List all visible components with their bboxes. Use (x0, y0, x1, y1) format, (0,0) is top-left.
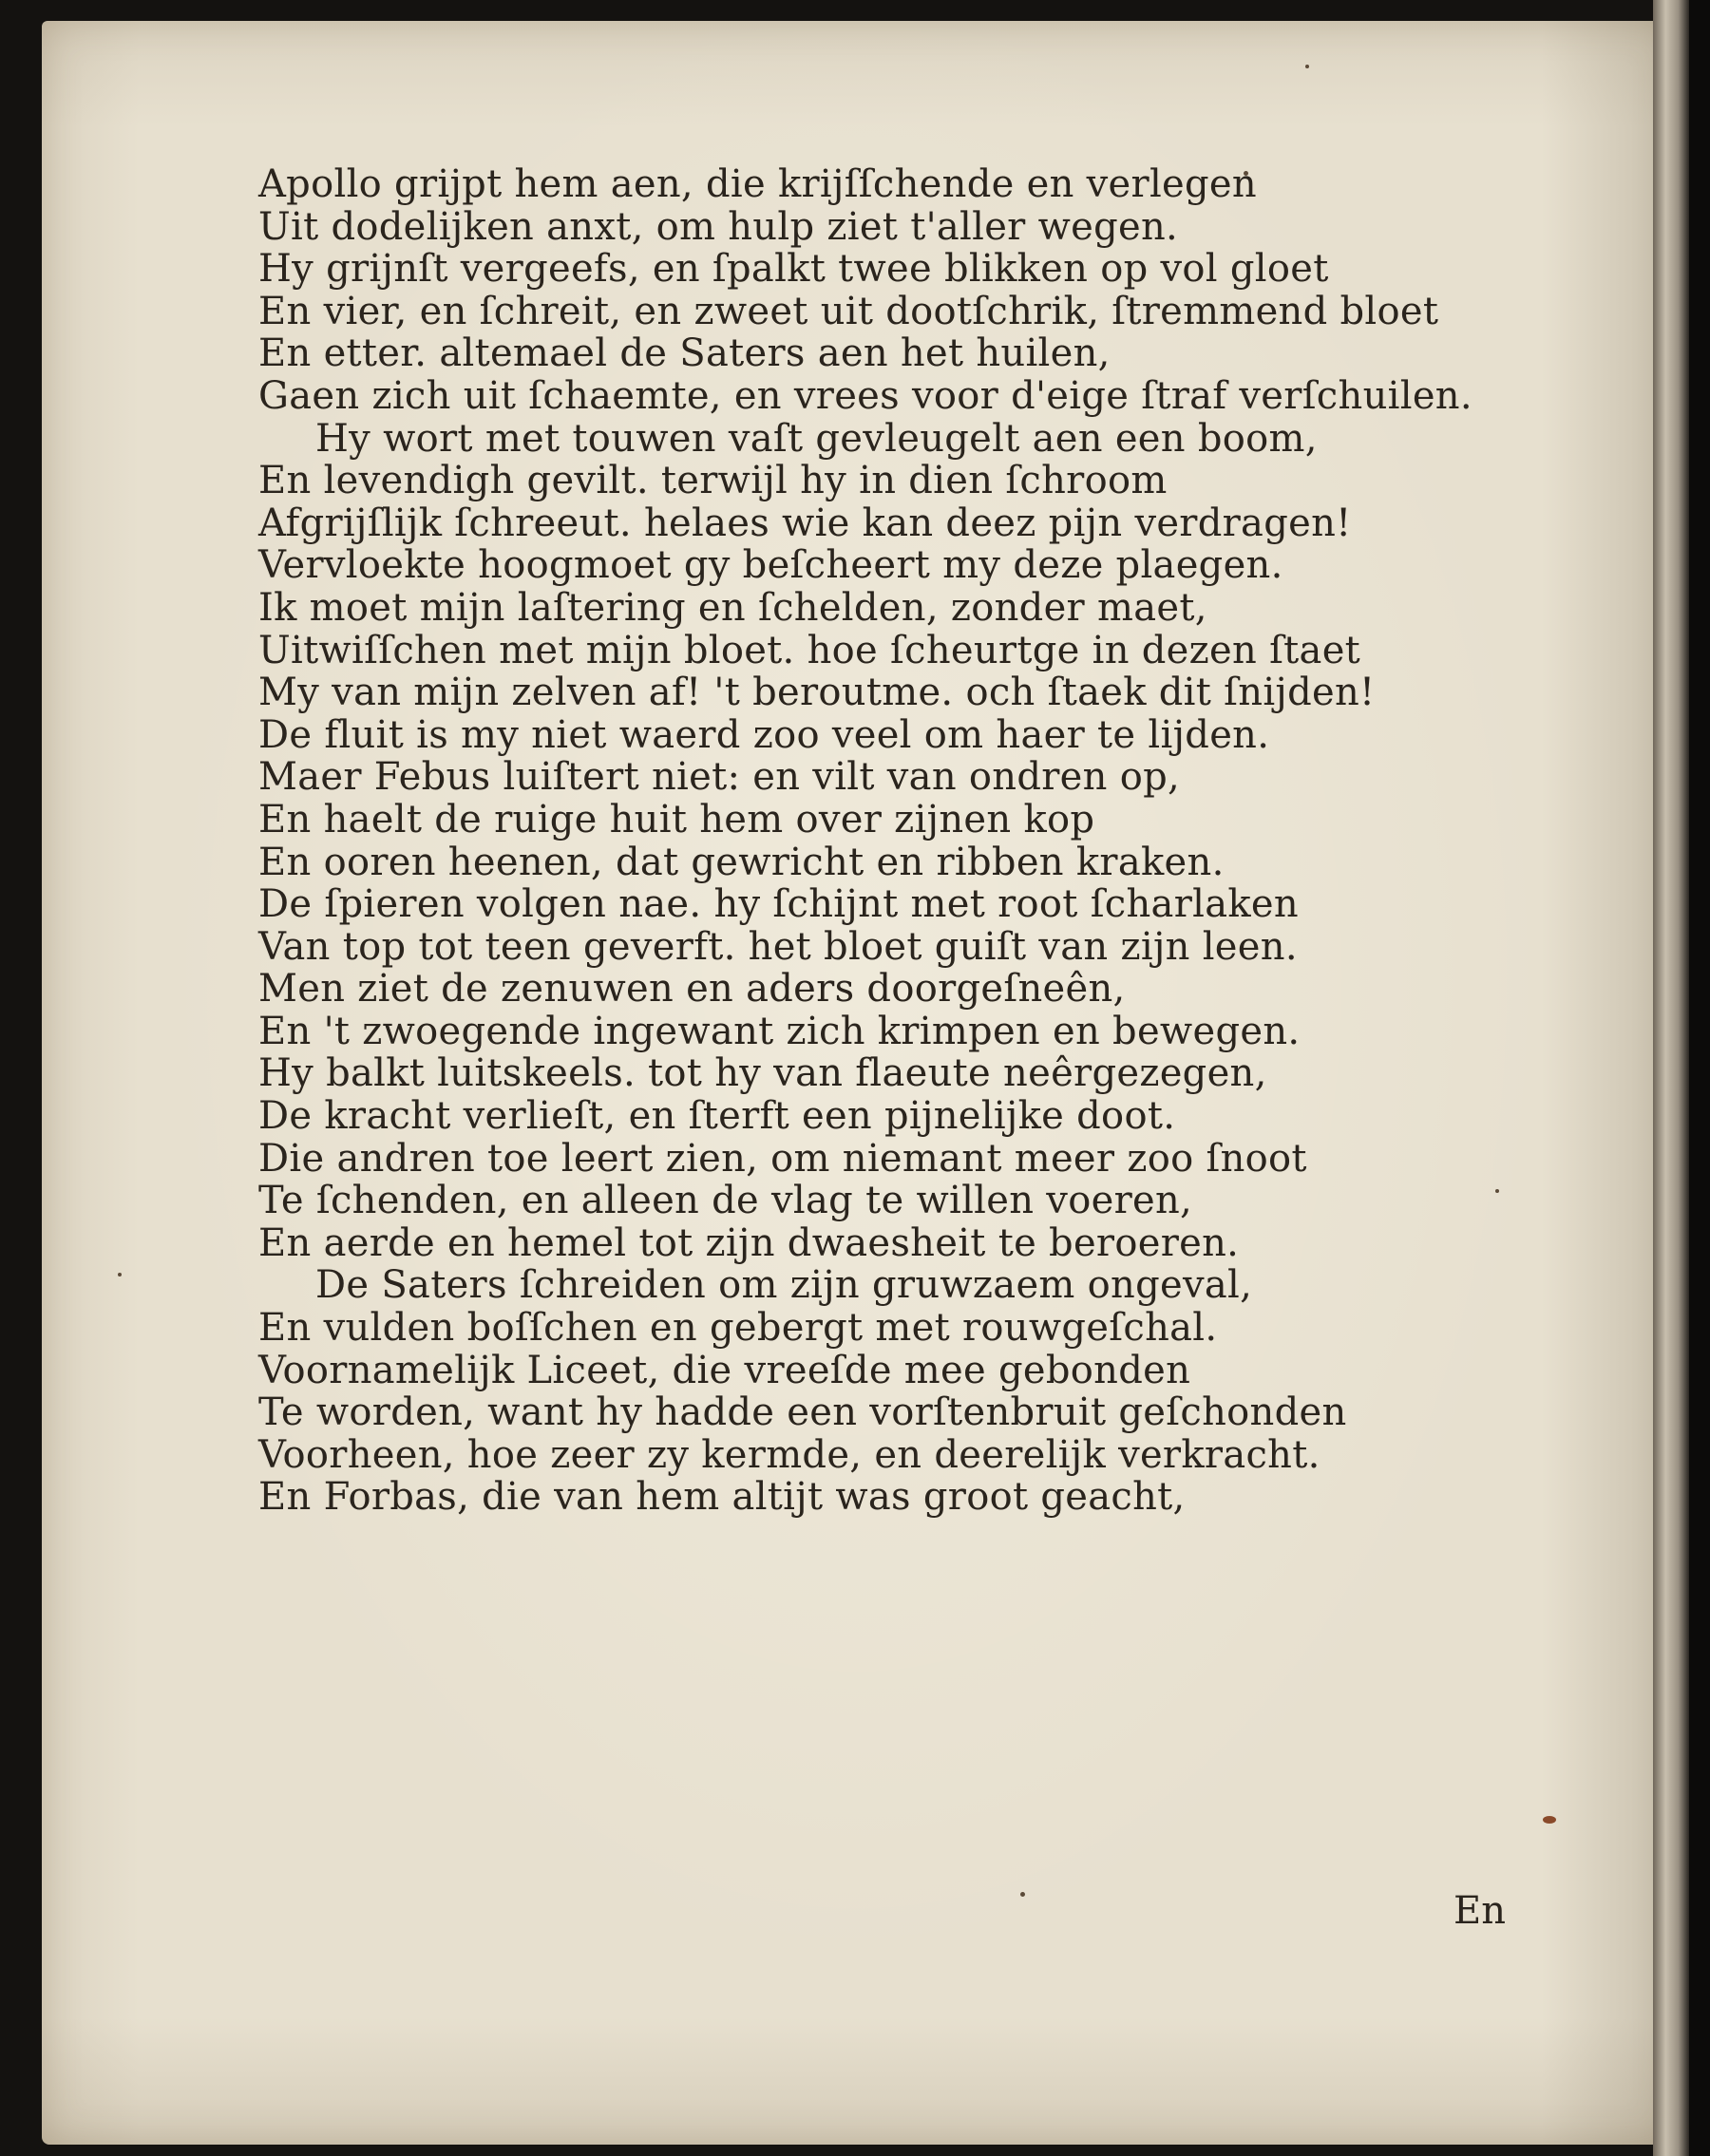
verse-line: En 't zwoegende ingewant zich krimpen en bewegen. (258, 1009, 1301, 1053)
verse-line: De Saters ſchreiden om zijn gruwzaem ongeval, (315, 1263, 1253, 1308)
verse-line: De kracht verlieſt, en ſterft een pijnelijke doot. (258, 1094, 1176, 1139)
verse-line: Vervloekte hoogmoet gy beſcheert my deze plaegen. (258, 543, 1283, 588)
page-fold (1653, 0, 1689, 2156)
verse-line: Te ſchenden, en alleen de vlag te willen voeren, (258, 1179, 1193, 1223)
verse-line: Hy balkt luitskeels. tot hy van flaeute neêrgezegen, (258, 1051, 1267, 1096)
verse-line: Men ziet de zenuwen en aders doorgeſneên, (258, 967, 1126, 1012)
poem-text (258, 163, 1522, 1519)
catchword: En (1454, 1889, 1506, 1933)
verse-line: Ik moet mijn laſtering en ſchelden, zonder maet, (258, 585, 1207, 630)
verse-line: Te worden, want hy hadde een vorſtenbruit geſchonden (258, 1390, 1347, 1435)
verse-line: En haelt de ruige huit hem over zijnen kop (258, 797, 1095, 842)
verse-line: En vier, en ſchreit, en zweet uit dootſchrik, ſtremmend bloet (258, 289, 1439, 333)
verse-line: Voornamelijk Liceet, die vreeſde mee gebonden (258, 1348, 1191, 1392)
verse-line: En vulden boſſchen en gebergt met rouwgeſchal. (258, 1306, 1218, 1351)
verse-line: Die andren toe leert zien, om niemant meer zoo ſnoot (258, 1136, 1307, 1181)
verse-line: De ſpieren volgen nae. hy ſchijnt met root ſcharlaken (258, 882, 1299, 927)
verse-line: De fluit is my niet waerd zoo veel om haer te lijden. (258, 712, 1270, 757)
verse-line: Afgrijſlijk ſchreeut. helaes wie kan deez pijn verdragen! (258, 501, 1352, 545)
verse-line: En ooren heenen, dat gewricht en ribben kraken. (258, 840, 1225, 884)
verse-line: En aerde en hemel tot zijn dwaesheit te beroeren. (258, 1220, 1240, 1265)
page-edge (1689, 0, 1710, 2156)
verse-line: Gaen zich uit ſchaemte, en vrees voor d'eige ſtraf verſchuilen. (258, 373, 1472, 418)
verse-line: Uitwiſſchen met mijn bloet. hoe ſcheurtge in dezen ſtaet (258, 628, 1361, 672)
verse-line: My van mijn zelven af! 't beroutme. och ſtaek dit ſnijden! (258, 671, 1376, 715)
verse-line: En levendigh gevilt. terwijl hy in dien ſchroom (258, 459, 1168, 503)
verse-line: Hy grijnſt vergeefs, en ſpalkt twee blikken op vol gloet (258, 247, 1329, 292)
verse-line: Hy wort met touwen vaſt gevleugelt aen een boom, (315, 416, 1318, 461)
verse-line: Van top tot teen geverft. het bloet guiſt van zijn leen. (258, 924, 1298, 969)
verse-line: Voorheen, hoe zeer zy kermde, en deerelijk verkracht. (258, 1432, 1320, 1477)
verse-line: En etter. altemael de Saters aen het huilen, (258, 331, 1111, 376)
verse-line: Apollo grijpt hem aen, die krijſſchende en verlegen (258, 162, 1257, 206)
verse-line: En Forbas, die van hem altijt was groot geacht, (258, 1475, 1186, 1520)
verse-line: Maer Febus luiſtert niet: en vilt van ondren op, (258, 755, 1181, 800)
verse-line: Uit dodelijken anxt, om hulp ziet t'aller wegen. (258, 204, 1179, 249)
